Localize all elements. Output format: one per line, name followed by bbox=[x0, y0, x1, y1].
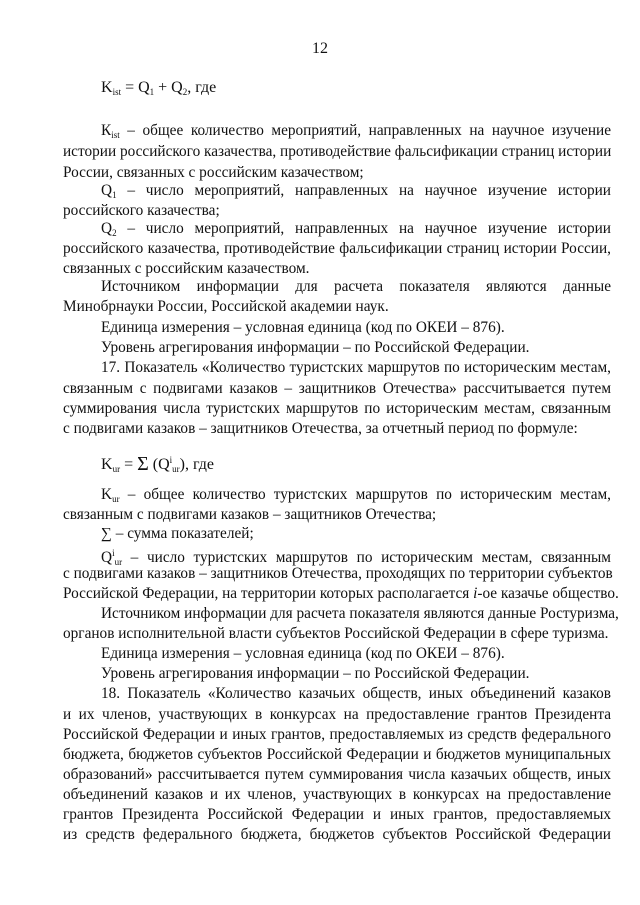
source2-line2: органов исполнительной власти субъектов Российской Федерации в сфере туризма. bbox=[63, 625, 609, 642]
item17-line2: связанным с подвигами казаков – защитников Отечества» рассчитывается путем bbox=[63, 380, 611, 397]
definition-q1-line2: российского казачества; bbox=[63, 202, 220, 219]
definition-sum: ∑ – сумма показателей; bbox=[101, 525, 254, 542]
definition-q2-line3: связанных с российским казачеством. bbox=[63, 260, 310, 277]
definition-qiur-line2: с подвигами казаков – защитников Отечества, проходящих по территории субъектов bbox=[63, 565, 613, 582]
aggregation-level-2: Уровень агрегирования информации – по Российской Федерации. bbox=[101, 665, 530, 682]
source-line1: Источником информации для расчета показателя являются данные bbox=[101, 278, 611, 295]
item18-line2: и их членов, участвующих в конкурсах на предоставление грантов Президента bbox=[63, 706, 611, 723]
definition-kur-line2: связанным с подвигами казаков – защитников Отечества; bbox=[63, 506, 437, 523]
item18-line8: из средств федерального бюджета, бюджетов субъектов Российской Федерации bbox=[63, 826, 611, 843]
unit-of-measure: Единица измерения – условная единица (код по ОКЕИ – 876). bbox=[101, 319, 505, 336]
formula-kist: $K_{ist} = Q_1 + Q_2$, где bbox=[101, 79, 217, 97]
item18-line6: объединений казаков и их членов, участвующих в конкурсах на предоставление bbox=[63, 786, 611, 803]
item17-line4: с подвигами казаков – защитников Отечества, за отчетный период по формуле: bbox=[63, 420, 578, 437]
page-number: 12 bbox=[312, 40, 328, 57]
definition-kur-line1: $K_{ur}$ – общее количество туристских маршрутов по историческим местам, bbox=[101, 486, 611, 504]
formula-kur: $K_{ur} = \Sigma$ $(Q^i_{ur})$, где bbox=[101, 453, 214, 475]
definition-kist-line3: России, связанных с российским казачеством; bbox=[63, 164, 364, 181]
item18-line1: 18. Показатель «Количество казачьих обществ, иных объединений казаков bbox=[101, 685, 611, 702]
source-line2: Минобрнауки России, Российской академии наук. bbox=[63, 298, 389, 315]
definition-kist-line2: истории российского казачества, противодействие фальсификации страниц истории bbox=[63, 143, 612, 160]
sum-symbol: ∑ bbox=[101, 525, 112, 542]
definition-q2-line2: российского казачества, противодействие фальсификации страниц истории России, bbox=[63, 240, 611, 257]
definition-kist-line1: $К_{ist}$ – общее количество мероприятий, направленных на научное изучение bbox=[101, 122, 611, 140]
item18-line4: бюджета, бюджетов субъектов Российской Федерации и бюджетов муниципальных bbox=[63, 746, 611, 763]
definition-q2-line1: $Q_2$ – число мероприятий, направленных на научное изучение истории bbox=[101, 220, 611, 238]
item17-line3: суммирования числа туристских маршрутов по историческим местам, связанным bbox=[63, 400, 611, 417]
item18-line7: грантов Президента Российской Федерации и иных грантов, предоставляемых bbox=[63, 806, 611, 823]
sigma-symbol: Σ bbox=[137, 453, 149, 475]
source2-line1: Источником информации для расчета показателя являются данные Ростуризма, bbox=[101, 605, 619, 622]
item17-line1: 17. Показатель «Количество туристских маршрутов по историческим местам, bbox=[101, 359, 611, 376]
item18-line3: Российской Федерации и иных грантов, предоставляемых из средств федерального bbox=[63, 726, 611, 743]
item18-line5: образований» рассчитывается путем суммирования числа казачьих обществ, иных bbox=[63, 766, 611, 783]
aggregation-level: Уровень агрегирования информации – по Российской Федерации. bbox=[101, 339, 530, 356]
definition-qiur-line1: $Q^i_{ur}$ – число туристских маршрутов по историческим местам, связанным bbox=[101, 548, 611, 567]
definition-q1-line1: $Q_1$ – число мероприятий, направленных на научное изучение истории bbox=[101, 182, 611, 200]
unit-of-measure-2: Единица измерения – условная единица (код по ОКЕИ – 876). bbox=[101, 645, 505, 662]
definition-qiur-line3: Российской Федерации, на территории которых располагается i-ое казачье общество. bbox=[63, 585, 619, 602]
